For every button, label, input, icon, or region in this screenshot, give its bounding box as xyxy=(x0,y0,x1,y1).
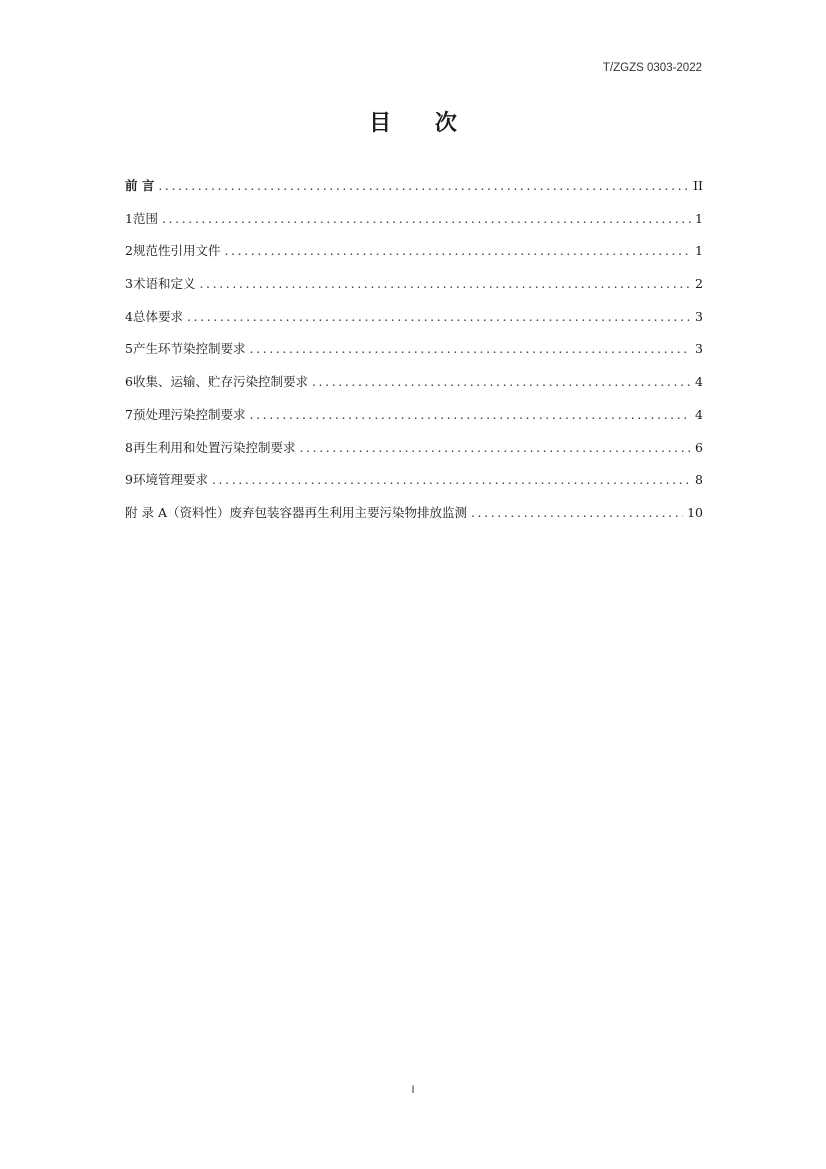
toc-list xyxy=(125,176,703,536)
toc-entry-label: 产生环节染控制要求 xyxy=(132,341,246,357)
toc-entry-9[interactable] xyxy=(125,470,703,503)
toc-entry-label: 附 录 A（资料性）废弃包装容器再生利用主要污染物排放监测 xyxy=(125,504,467,520)
toc-entry-page: 3 xyxy=(695,341,703,357)
toc-dot-leader xyxy=(187,309,691,324)
toc-dot-leader xyxy=(471,505,683,520)
toc-entry-number: 2 xyxy=(125,243,133,259)
toc-entry-page: 3 xyxy=(695,308,703,324)
toc-entry-number: 7 xyxy=(125,406,133,422)
toc-entry-page: 8 xyxy=(695,472,703,488)
toc-dot-leader xyxy=(249,341,691,356)
toc-entry-label: 术语和定义 xyxy=(132,276,196,292)
toc-entry-number: 9 xyxy=(125,472,133,488)
toc-entry-page: II xyxy=(693,178,703,193)
toc-entry-number: 3 xyxy=(125,276,133,292)
toc-entry-label: 收集、运输、贮存污染控制要求 xyxy=(132,374,308,390)
toc-entry-label: 范围 xyxy=(132,210,158,226)
page-number: I xyxy=(411,1084,415,1096)
toc-entry-page: 10 xyxy=(687,504,703,520)
toc-entry-5[interactable] xyxy=(125,339,703,372)
toc-entry-label: 预处理污染控制要求 xyxy=(132,406,246,422)
toc-dot-leader xyxy=(162,211,691,226)
toc-entry-page: 1 xyxy=(695,243,703,259)
toc-entry-8[interactable] xyxy=(125,438,703,471)
toc-entry-label: 总体要求 xyxy=(132,308,183,324)
toc-entry-number: 1 xyxy=(125,210,133,226)
toc-entry-label: 前 言 xyxy=(125,178,155,193)
toc-entry-page: 1 xyxy=(695,210,703,226)
toc-entry-2[interactable] xyxy=(125,241,703,274)
toc-entry-number: 5 xyxy=(125,341,133,357)
toc-entry-page: 4 xyxy=(695,406,703,422)
toc-entry-4[interactable] xyxy=(125,307,703,340)
toc-entry-3[interactable] xyxy=(125,274,703,307)
toc-dot-leader xyxy=(299,440,691,455)
toc-entry-foreword[interactable] xyxy=(125,176,703,209)
toc-entry-7[interactable] xyxy=(125,405,703,438)
toc-entry-appendix-a[interactable] xyxy=(125,503,703,536)
toc-title: 目 次 xyxy=(369,111,475,136)
toc-entry-page: 4 xyxy=(695,374,703,390)
toc-entry-6[interactable] xyxy=(125,372,703,405)
toc-entry-label: 环境管理要求 xyxy=(132,472,208,488)
toc-entry-page: 2 xyxy=(695,276,703,292)
toc-entry-label: 规范性引用文件 xyxy=(132,243,221,259)
toc-entry-label: 再生利用和处置污染控制要求 xyxy=(132,439,296,455)
toc-entry-number: 6 xyxy=(125,374,133,390)
toc-entry-page: 6 xyxy=(695,439,703,455)
document-code: T/ZGZS 0303-2022 xyxy=(602,62,702,74)
toc-dot-leader xyxy=(212,472,691,487)
toc-entry-number: 8 xyxy=(125,439,133,455)
toc-dot-leader xyxy=(249,407,691,422)
toc-entry-number: 4 xyxy=(125,308,133,324)
toc-dot-leader xyxy=(312,374,691,389)
toc-dot-leader xyxy=(224,243,691,258)
toc-entry-1[interactable] xyxy=(125,209,703,242)
toc-dot-leader xyxy=(158,178,689,193)
toc-dot-leader xyxy=(199,276,691,291)
